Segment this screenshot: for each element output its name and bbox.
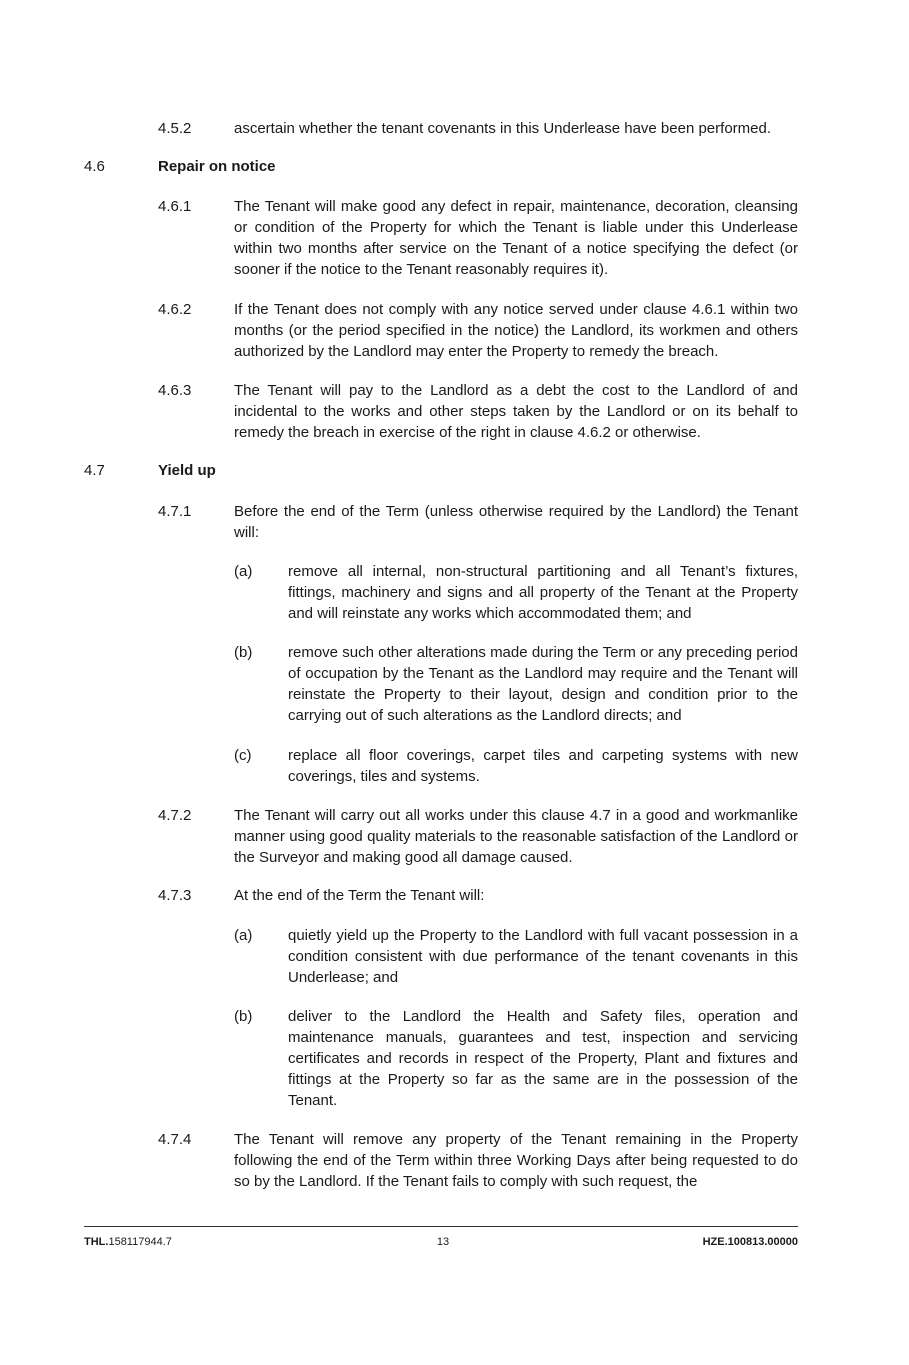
clause-text: The Tenant will carry out all works under this clause 4.7 in a good and workmanlike manner using good quality materials to the reasonable satisfaction of the Landlord or the Surveyor and making good all damage caused. [234,807,798,866]
sub-clause-text: replace all floor coverings, carpet tiles and carpeting systems with new coverings, tiles and systems. [288,747,798,785]
clause-text: The Tenant will pay to the Landlord as a debt the cost to the Landlord of and incidental to the works and other steps taken by the Landlord or on its behalf to remedy the breach in exercise of the right in clause 4.6.2 or otherwise. [234,382,798,441]
sub-clause-label: (b) [234,644,253,661]
section-heading: Yield up [158,462,216,479]
section-number: 4.6 [84,158,105,175]
clause-number: 4.7.3 [158,887,192,904]
sub-clause-text: deliver to the Landlord the Health and Safety files, operation and maintenance manuals, guarantees and test, inspection and servicing certificates and records in respect of the Property, Plant and fixtures and fittings at the Property so far as the same are in the possession of the Tenant. [288,1008,798,1109]
sub-clause-label: (a) [234,563,253,580]
clause-text: The Tenant will remove any property of the Tenant remaining in the Property following the end of the Term within three Working Days after being requested to do so by the Landlord. If the Tenant fails to comply with such request, the [234,1131,798,1190]
clause-number: 4.5.2 [158,120,192,137]
clause-text: ascertain whether the tenant covenants in this Underlease have been performed. [234,120,771,137]
footer-divider [84,1226,798,1227]
sub-clause-text: quietly yield up the Property to the Landlord with full vacant possession in a condition consistent with due performance of the tenant covenants in this Underlease; and [288,927,798,986]
section-heading: Repair on notice [158,158,276,175]
footer-reference-number: 158117944.7 [108,1236,172,1248]
clause-text: If the Tenant does not comply with any notice served under clause 4.6.1 within two months (or the period specified in the notice) the Landlord, its workmen and others authorized by the Landlord may enter the Property to remedy the breach. [234,301,798,360]
sub-clause-text: remove such other alterations made during the Term or any preceding period of occupation by the Tenant as the Landlord may require and the Tenant will reinstate the Property to their layout, design and condition prior to the carrying out of such alterations as the Landlord directs; and [288,644,798,724]
clause-number: 4.6.3 [158,382,192,399]
clause-number: 4.7.1 [158,503,192,520]
sub-clause-label: (b) [234,1008,253,1025]
sub-clause-label: (c) [234,747,252,764]
sub-clause-label: (a) [234,927,253,944]
sub-clause-text: remove all internal, non-structural partitioning and all Tenant’s fixtures, fittings, machinery and signs and all property of the Tenant at the Property and will reinstate any works which accommodated them; and [288,563,798,622]
clause-number: 4.7.2 [158,807,192,824]
clause-text: At the end of the Term the Tenant will: [234,887,485,904]
clause-text: The Tenant will make good any defect in repair, maintenance, decoration, cleansing or condition of the Property for which the Tenant is liable under this Underlease within two months after service on the Tenant of a notice specifying the defect (or sooner if the notice to the Tenant reasonably requires it). [234,198,798,278]
clause-number: 4.7.4 [158,1131,192,1148]
clause-text: Before the end of the Term (unless otherwise required by the Landlord) the Tenant will: [234,503,798,541]
footer-matter-reference: HZE.100813.00000 [702,1236,798,1248]
clause-number: 4.6.2 [158,301,192,318]
footer-reference-prefix: THL. [84,1236,109,1248]
page-number: 13 [436,1236,450,1248]
clause-number: 4.6.1 [158,198,192,215]
section-number: 4.7 [84,462,105,479]
